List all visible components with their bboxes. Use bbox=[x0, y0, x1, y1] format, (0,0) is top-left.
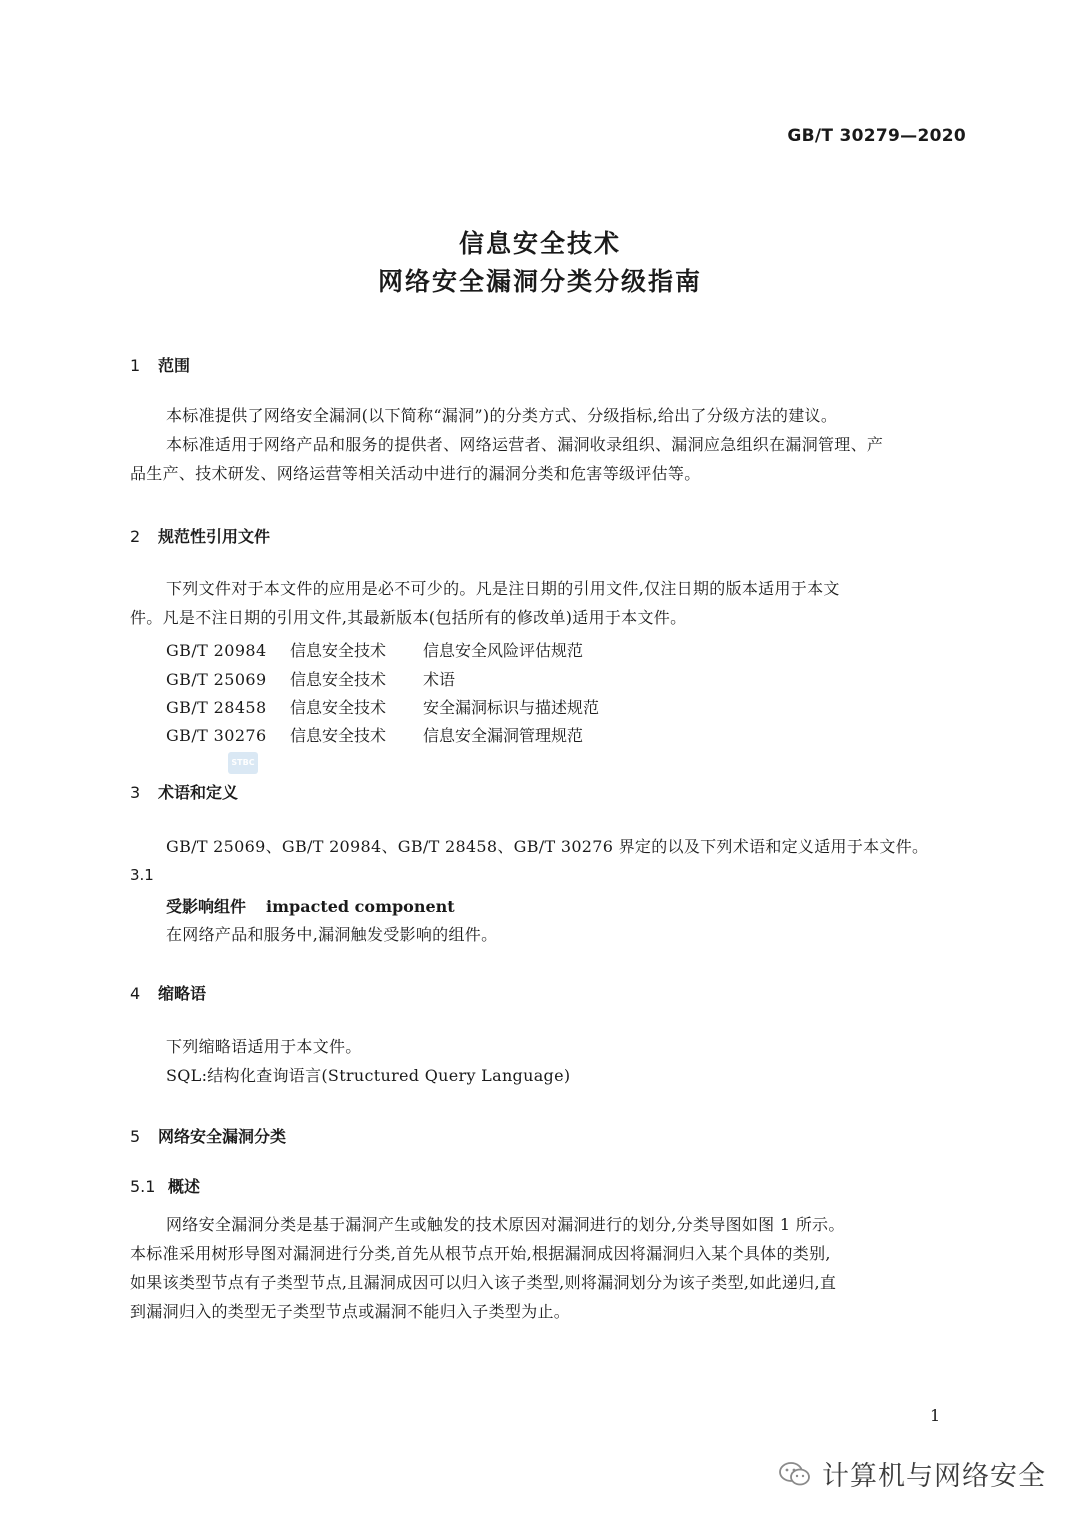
wechat-account-name: 计算机与网络安全 bbox=[822, 1461, 1046, 1492]
section-title: 规范性引用文件 bbox=[158, 527, 271, 546]
term-english: impacted component bbox=[266, 897, 455, 916]
section-title: 缩略语 bbox=[158, 984, 207, 1003]
reference-title: 术语 bbox=[423, 670, 456, 689]
paragraph: 网络安全漏洞分类是基于漏洞产生或触发的技术原因对漏洞进行的划分,分类导图如图 1 所示。 bbox=[166, 1215, 845, 1234]
term-entry bbox=[166, 894, 455, 917]
paragraph: 本标准采用树形导图对漏洞进行分类,首先从根节点开始,根据漏洞成因将漏洞归入某个具体的类别, bbox=[130, 1244, 831, 1263]
reference-category: 信息安全技术 bbox=[290, 698, 387, 717]
page-number: 1 bbox=[930, 1406, 941, 1425]
section-number: 1 bbox=[130, 356, 141, 375]
section-title: 网络安全漏洞分类 bbox=[158, 1127, 287, 1146]
paragraph: SQL:结构化查询语言(Structured Query Language) bbox=[166, 1066, 571, 1085]
reference-code: GB/T 25069 bbox=[166, 670, 267, 689]
paragraph: 件。凡是不注日期的引用文件,其最新版本(包括所有的修改单)适用于本文件。 bbox=[130, 608, 687, 627]
paragraph: 如果该类型节点有子类型节点,且漏洞成因可以归入该子类型,则将漏洞划分为该子类型,如此递归,直 bbox=[130, 1273, 837, 1292]
reference-category: 信息安全技术 bbox=[290, 670, 387, 689]
paragraph: 下列文件对于本文件的应用是必不可少的。凡是注日期的引用文件,仅注日期的版本适用于本文 bbox=[166, 579, 840, 598]
document-title-line2: 网络安全漏洞分类分级指南 bbox=[377, 267, 702, 296]
subsection-number: 5.1 bbox=[130, 1177, 156, 1196]
reference-title: 信息安全风险评估规范 bbox=[423, 641, 584, 660]
section-number: 4 bbox=[130, 984, 141, 1003]
reference-item bbox=[166, 723, 583, 746]
reference-item bbox=[166, 638, 583, 661]
paragraph: 到漏洞归入的类型无子类型节点或漏洞不能归入子类型为止。 bbox=[130, 1302, 571, 1321]
watermark-logo: STBC bbox=[228, 752, 258, 774]
wechat-icon bbox=[778, 1461, 812, 1487]
reference-code: GB/T 30276 bbox=[166, 726, 267, 745]
section-1-heading bbox=[130, 353, 190, 376]
reference-category: 信息安全技术 bbox=[290, 641, 387, 660]
paragraph: 品生产、技术研发、网络运营等相关活动中进行的漏洞分类和危害等级评估等。 bbox=[130, 464, 701, 483]
standard-code: GB/T 30279—2020 bbox=[787, 126, 966, 146]
section-5-heading bbox=[130, 1124, 286, 1147]
reference-title: 信息安全漏洞管理规范 bbox=[423, 726, 584, 745]
paragraph: 本标准提供了网络安全漏洞(以下简称“漏洞”)的分类方式、分级指标,给出了分级方法的建议。 bbox=[166, 406, 838, 425]
paragraph: 下列缩略语适用于本文件。 bbox=[166, 1037, 362, 1056]
clause-number: 3.1 bbox=[130, 866, 154, 884]
section-2-heading bbox=[130, 524, 270, 547]
document-title-line1: 信息安全技术 bbox=[458, 229, 621, 258]
reference-code: GB/T 20984 bbox=[166, 641, 267, 660]
section-3-heading bbox=[130, 780, 238, 803]
subsection-5-1-heading bbox=[130, 1174, 200, 1197]
section-number: 5 bbox=[130, 1127, 141, 1146]
term-chinese: 受影响组件 bbox=[166, 897, 247, 916]
reference-item bbox=[166, 667, 455, 690]
reference-title: 安全漏洞标识与描述规范 bbox=[423, 698, 600, 717]
reference-item bbox=[166, 695, 599, 718]
section-number: 2 bbox=[130, 527, 141, 546]
subsection-title: 概述 bbox=[168, 1177, 201, 1196]
paragraph: 本标准适用于网络产品和服务的提供者、网络运营者、漏洞收录组织、漏洞应急组织在漏洞管理、产 bbox=[166, 435, 884, 454]
wechat-watermark bbox=[778, 1454, 1046, 1493]
term-definition: 在网络产品和服务中,漏洞触发受影响的组件。 bbox=[166, 925, 498, 944]
reference-category: 信息安全技术 bbox=[290, 726, 387, 745]
section-title: 术语和定义 bbox=[158, 783, 239, 802]
reference-code: GB/T 28458 bbox=[166, 698, 267, 717]
paragraph: GB/T 25069、GB/T 20984、GB/T 28458、GB/T 30276 界定的以及下列术语和定义适用于本文件。 bbox=[166, 837, 929, 856]
section-title: 范围 bbox=[158, 356, 191, 375]
section-4-heading bbox=[130, 981, 206, 1004]
section-number: 3 bbox=[130, 783, 141, 802]
